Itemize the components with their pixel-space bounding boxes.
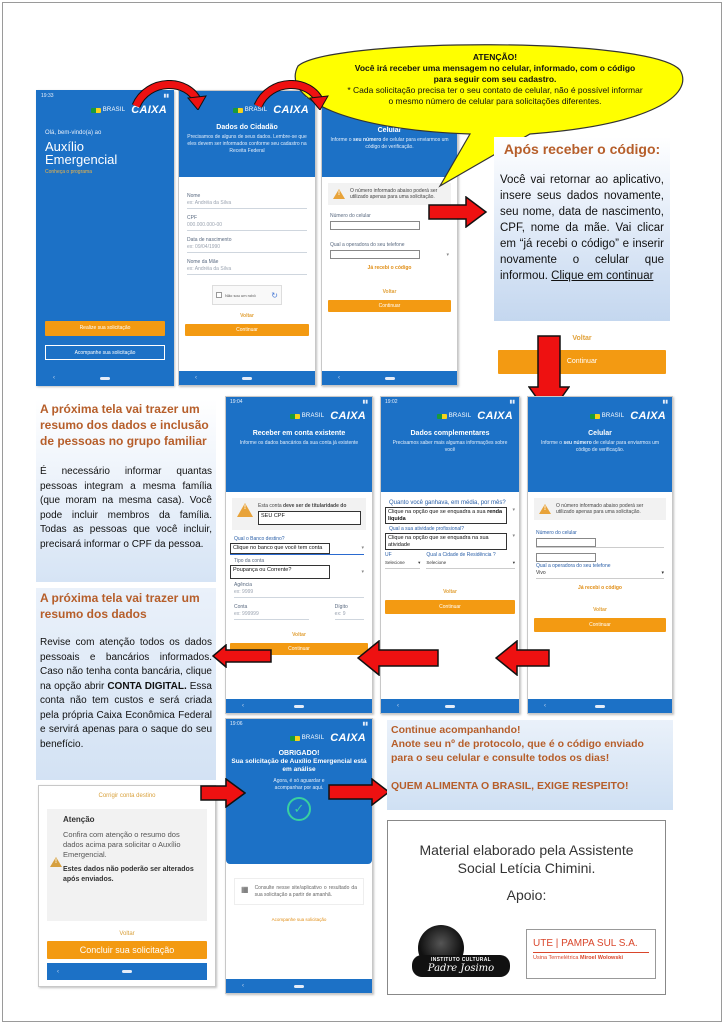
- warning-icon: [539, 504, 551, 514]
- captcha-checkbox[interactable]: [216, 292, 222, 298]
- home-pill[interactable]: [294, 985, 304, 988]
- agency-input[interactable]: ex: 9999: [234, 589, 364, 598]
- mother-name-label: Nome da Mãe: [187, 259, 219, 265]
- home-pill[interactable]: [385, 377, 395, 380]
- brasil-text: BRASIL: [448, 413, 472, 419]
- summary-title: A próxima tela vai trazer um resumo dos dados: [40, 591, 200, 621]
- continue-button[interactable]: Continuar: [185, 324, 309, 336]
- carrier-label: Qual a operadora do seu telefone: [536, 563, 611, 569]
- status-time: 19:06: [230, 721, 243, 727]
- continue-line2: Anote seu nº de protocolo, que é o código enviado para o seu celular e consulte todos os dias!: [391, 738, 644, 764]
- nav-bar: [47, 963, 207, 980]
- arrow-left-icon: [212, 644, 272, 668]
- chevron-down-icon[interactable]: ▾: [512, 533, 515, 539]
- continue-button[interactable]: Continuar: [498, 350, 666, 374]
- screen-title: Receber em conta existente: [252, 430, 346, 437]
- back-icon[interactable]: ‹: [338, 375, 340, 381]
- attention-box: [47, 809, 207, 921]
- back-icon[interactable]: ‹: [53, 375, 55, 381]
- back-link[interactable]: Voltar: [382, 289, 397, 295]
- screen-welcome: [36, 90, 174, 386]
- subtitle-bold: seu número: [352, 137, 382, 143]
- track-request-button[interactable]: Acompanhe sua solicitação: [45, 345, 165, 360]
- back-link[interactable]: Voltar: [240, 313, 254, 319]
- start-request-button[interactable]: Realize sua solicitação: [45, 321, 165, 336]
- track-request-link[interactable]: Acompanhe sua solicitação: [271, 917, 327, 922]
- signal-icon: ▮▮: [662, 399, 668, 405]
- carrier-select[interactable]: [536, 570, 664, 579]
- screen-title: Celular: [588, 430, 612, 437]
- attention-title: Atenção: [63, 815, 95, 824]
- warning-text: O número informado abaixo poderá ser utilizado apenas para uma solicitação.: [556, 503, 644, 515]
- caixa-logo: CAIXA: [477, 410, 513, 422]
- continue-button[interactable]: Continuar: [534, 618, 666, 632]
- uf-label: UF: [385, 552, 392, 558]
- digit-label: Dígito: [334, 603, 348, 610]
- flag-icon: [233, 108, 243, 113]
- screen-title: Celular: [377, 127, 402, 134]
- curved-arrow-icon: [128, 80, 208, 110]
- arrow-left-icon: [357, 640, 439, 676]
- screen-subtitle: Precisamos de alguns de seus dados. Lembre-se que eles devem ser informados conforme seu cadastro na Receita Federal: [187, 134, 307, 154]
- flag-icon: [290, 414, 300, 419]
- arrow-left-icon: [495, 640, 550, 676]
- captcha-box[interactable]: [212, 285, 282, 305]
- chevron-down-icon[interactable]: ▾: [512, 507, 515, 513]
- chevron-down-icon[interactable]: ▾: [446, 251, 449, 258]
- back-link[interactable]: Voltar: [119, 931, 135, 937]
- birthdate-label: Data de nascimento: [187, 237, 232, 243]
- chevron-down-icon: ▾: [418, 560, 421, 565]
- income-label: Quanto você ganhava, em média, por mês?: [389, 500, 506, 506]
- calendar-icon: ▦: [241, 885, 249, 894]
- income-select[interactable]: [385, 507, 507, 524]
- digital-account-label: CONTA DIGITAL.: [107, 680, 187, 692]
- callout-line2: * Cada solicitação precisa ter o seu contato de celular, não é possível informar o mesmo número de celular para solicitações diferentes.: [347, 85, 643, 106]
- screen-subtitle: Informe os dados bancários da sua conta já existente: [239, 440, 359, 446]
- logo1-bottom: Padre Josimo: [427, 963, 495, 974]
- thanks-title: OBRIGADO!: [278, 750, 320, 757]
- home-pill[interactable]: [100, 377, 110, 380]
- screen-subtitle: Precisamos saber mais algumas informações sobre você: [392, 440, 508, 453]
- summary-body-pre: Revise com atenção todos os dados pessoais e bancários informados. Caso não tenha conta bancária, clique na opção abrir: [40, 637, 212, 692]
- app-title: Auxílio Emergencial: [45, 139, 118, 167]
- nav-bar: [179, 371, 315, 385]
- screen-subtitle: [528, 437, 672, 454]
- carrier-select[interactable]: [330, 250, 420, 259]
- brasil-logo: [437, 413, 472, 419]
- continue-button[interactable]: Continuar: [230, 643, 368, 655]
- warning-bold: deve ser de titularidade do: [283, 503, 347, 509]
- brasil-text: BRASIL: [301, 413, 325, 419]
- logo-row: [226, 408, 372, 424]
- back-link[interactable]: Voltar: [593, 607, 607, 613]
- signal-icon: ▮▮: [163, 93, 169, 99]
- phone-confirm-input[interactable]: [536, 553, 596, 562]
- account-type-select[interactable]: Poupança ou Corrente?: [230, 565, 330, 579]
- back-icon[interactable]: ‹: [544, 703, 546, 709]
- status-time: 19:33: [41, 93, 54, 99]
- account-type-label: Tipo da conta: [234, 557, 265, 564]
- income-annot-pre: Clique na opção que se enquadra a sua: [388, 509, 488, 515]
- city-select[interactable]: [426, 558, 515, 569]
- click-continue-link: Clique em continuar: [551, 270, 654, 282]
- brasil-text: BRASIL: [244, 107, 268, 113]
- status-time: 19:04: [230, 399, 243, 405]
- curved-arrow-icon: [250, 80, 330, 110]
- uf-value: Selecione: [385, 560, 405, 565]
- cpf-label: CPF: [187, 215, 197, 221]
- job-label: Qual a sua atividade profissional?: [389, 526, 465, 532]
- city-label: Qual a Cidade de Residência ?: [426, 552, 496, 558]
- status-bar: [226, 397, 372, 408]
- nav-bar: [226, 979, 372, 993]
- status-time: 19:02: [385, 399, 398, 405]
- logo-row: [226, 730, 372, 746]
- code-received-link[interactable]: Já recebi o código: [367, 265, 412, 271]
- greeting: Olá, bem-vindo(a) ao: [45, 130, 102, 136]
- back-icon[interactable]: ‹: [242, 703, 244, 709]
- annotation-cpf: SEU CPF: [258, 511, 361, 525]
- after-code-box: [494, 137, 670, 321]
- info-text: Consulte nesse site/aplicativo o resultado da sua solicitação a partir de amanhã.: [254, 885, 357, 898]
- brasil-text: BRASIL: [301, 735, 325, 741]
- family-box: [36, 399, 216, 582]
- brasil-logo: [290, 413, 325, 419]
- thanks-wait-text: Agora, é só aguardar e acompanhar por aqui.: [273, 778, 325, 791]
- home-pill[interactable]: [294, 705, 304, 708]
- credits-support-label: Apoio:: [506, 887, 547, 903]
- status-bar: [528, 397, 672, 408]
- flag-icon: [91, 108, 101, 113]
- nav-bar: [322, 371, 457, 385]
- carrier-value: Vivo: [536, 570, 546, 576]
- arrow-right-icon: [328, 778, 390, 806]
- attention-warning: Estes dados não poderão ser alterados após enviados.: [63, 866, 194, 883]
- nav-bar: [226, 699, 372, 713]
- caixa-logo: CAIXA: [273, 104, 309, 116]
- captcha-label: Não sou um robô: [225, 292, 256, 298]
- signal-icon: ▮▮: [509, 399, 515, 405]
- city-value: Selecione: [426, 560, 447, 565]
- job-select[interactable]: Clique na opção que se enquadra na sua atividade: [385, 533, 507, 550]
- arrow-right-icon: [428, 196, 488, 228]
- ute-pampa-sul-logo: [526, 929, 656, 979]
- continue-button[interactable]: Continuar: [328, 300, 451, 312]
- brasil-logo: [91, 107, 126, 113]
- callout-text: [345, 52, 645, 107]
- bank-select[interactable]: Clique no banco que você tem conta: [230, 543, 330, 554]
- phone-input[interactable]: [330, 221, 420, 230]
- screen-header: [528, 397, 672, 492]
- uf-select[interactable]: [385, 558, 420, 569]
- correct-account-link[interactable]: Corrigir conta destino: [98, 793, 156, 799]
- chevron-down-icon[interactable]: ▾: [361, 568, 364, 575]
- code-received-link[interactable]: Já recebi o código: [578, 585, 622, 591]
- caixa-logo: CAIXA: [131, 104, 167, 116]
- summary-box: [36, 588, 216, 780]
- status-bar: [381, 397, 519, 408]
- logo2-title: UTE | PAMPA SUL S.A.: [533, 938, 638, 949]
- chevron-down-icon: ▾: [512, 560, 515, 565]
- logo2-sub-pre: Usina Termelétrica: [533, 955, 580, 961]
- carrier-label: Qual a operadora do seu telefone: [330, 242, 405, 248]
- subtitle-post: de celular para enviarmos um código de verificação.: [365, 137, 449, 150]
- info-card: [234, 878, 364, 905]
- screen-header: [226, 397, 372, 492]
- brasil-logo: [290, 735, 325, 741]
- callout-title: ATENÇÃO!: [472, 52, 518, 62]
- nav-bar: [528, 699, 672, 713]
- account-input[interactable]: ex: 999999: [234, 611, 309, 620]
- bank-label: Qual o Banco destino?: [234, 536, 285, 542]
- continue-button[interactable]: Continuar: [385, 600, 515, 614]
- status-bar: [226, 719, 372, 730]
- signal-icon: ▮▮: [362, 721, 368, 727]
- summary-body-post: Essa conta não tem custos e será criada pela própria Caixa Econômica Federal e servirá apenas para o saque do seu benefício.: [40, 680, 212, 750]
- credits-box: [387, 820, 666, 995]
- brasil-text: BRASIL: [601, 413, 625, 419]
- brasil-logo: [590, 413, 625, 419]
- phone-label: Número do celular: [330, 213, 371, 219]
- chevron-down-icon[interactable]: ▾: [361, 545, 364, 552]
- screen-confirm-request: [38, 785, 216, 987]
- recaptcha-icon: ↻: [271, 290, 278, 300]
- after-code-title: Após receber o código:: [503, 141, 661, 157]
- home-pill[interactable]: [242, 377, 252, 380]
- name-input[interactable]: ex: Andréia da Silva: [187, 200, 307, 209]
- screen-header: [381, 397, 519, 492]
- back-icon[interactable]: ‹: [195, 375, 197, 381]
- about-program-link[interactable]: Conheça o programa: [45, 169, 92, 175]
- continue-box: [387, 720, 673, 810]
- back-icon[interactable]: ‹: [57, 968, 59, 975]
- home-pill[interactable]: [445, 705, 455, 708]
- warning-box: [232, 498, 366, 530]
- after-code-phone-snippet: [494, 325, 670, 387]
- subtitle-pre: Informe o: [330, 137, 353, 143]
- nav-bar: [381, 699, 519, 713]
- nav-bar: [37, 371, 173, 385]
- logo-row: [381, 408, 519, 424]
- digit-input[interactable]: ex: 9: [335, 611, 364, 620]
- back-link[interactable]: Voltar: [292, 631, 306, 638]
- home-pill[interactable]: [595, 705, 605, 708]
- account-label: Conta: [234, 603, 248, 610]
- subtitle-bold: seu número: [563, 440, 592, 446]
- birthdate-input[interactable]: ex: 09/04/1990: [187, 244, 307, 253]
- screen-title: Dados complementares: [410, 430, 490, 437]
- subtitle-post: de celular para enviarmos um código de verificação.: [575, 440, 660, 453]
- after-code-body: Você vai retornar ao aplicativo, insere seus dados novamente, seu nome, data de nascimento, CPF, nome da mãe. Vai clicar em “já recebi o código” e inserir novamente o celular que informou.: [500, 174, 664, 282]
- logo2-sub-bold: Miroel Wolowski: [579, 955, 623, 961]
- signal-icon: ▮▮: [362, 399, 368, 405]
- back-link[interactable]: Voltar: [443, 589, 457, 595]
- brasil-text: BRASIL: [102, 107, 126, 113]
- income-annot-bold: renda líquida: [388, 509, 503, 522]
- flag-icon: [290, 736, 300, 741]
- arrow-right-icon: [200, 778, 246, 808]
- phone-input[interactable]: [536, 538, 596, 547]
- phone-label: Número do celular: [536, 530, 577, 536]
- thanks-subtitle: Sua solicitação de Auxílio Emergencial está em análise: [231, 758, 367, 773]
- family-title: A próxima tela vai trazer um resumo dos dados e inclusão de pessoas no grupo familiar: [40, 402, 209, 448]
- attention-body: Confira com atenção o resumo dos dados acima para solicitar o Auxílio Emergencial.: [63, 830, 181, 859]
- home-pill[interactable]: [122, 970, 132, 973]
- credits-author: Material elaborado pela Assistente Social Letícia Chimini.: [419, 842, 634, 876]
- chevron-down-icon: ▾: [661, 570, 664, 576]
- flag-icon: [437, 414, 447, 419]
- cpf-input[interactable]: 000.000.000-00: [187, 222, 307, 231]
- screen-title: Dados do Cidadão: [216, 124, 278, 131]
- logo1-top: INSTITUTO CULTURAL: [431, 957, 491, 963]
- back-icon[interactable]: ‹: [242, 983, 244, 989]
- caixa-logo: CAIXA: [630, 410, 666, 422]
- warning-pre: Esta conta: [258, 503, 284, 509]
- family-body: É necessário informar quantas pessoas integram a mesma família (que moram na mesma casa). Você pode incluir membros da família. Todas as pessoas que você incluir, precisará informar o CPF da pessoa.: [40, 466, 212, 550]
- padre-josimo-logo: [412, 925, 510, 977]
- back-link[interactable]: Voltar: [572, 335, 592, 342]
- screen-thank-you: [225, 718, 373, 994]
- logo-row: [528, 408, 672, 424]
- continue-line1: Continue acompanhando!: [391, 724, 521, 736]
- name-label: Nome: [187, 193, 201, 199]
- caixa-logo: CAIXA: [330, 410, 366, 422]
- back-icon[interactable]: ‹: [397, 703, 399, 709]
- warning-box: [534, 498, 666, 520]
- warning-text: O número informado abaixo poderá ser utilizado apenas para uma solicitação.: [350, 188, 438, 200]
- callout-line1: Você irá receber uma mensagem no celular, informado, com o código para seguir com seu cadastro.: [354, 63, 636, 84]
- mother-name-input[interactable]: ex: Andréia da Silva: [187, 266, 307, 275]
- subtitle-pre: Informe o: [540, 440, 564, 446]
- warning-icon: [237, 503, 253, 517]
- submit-request-button[interactable]: Concluir sua solicitação: [47, 941, 207, 959]
- continue-slogan: QUEM ALIMENTA O BRASIL, EXIGE RESPEITO!: [391, 780, 629, 792]
- agency-label: Agência: [234, 581, 253, 588]
- warning-icon: [50, 857, 62, 867]
- caixa-logo: CAIXA: [330, 732, 366, 744]
- check-circle-icon: ✓: [287, 797, 311, 821]
- flag-icon: [590, 414, 600, 419]
